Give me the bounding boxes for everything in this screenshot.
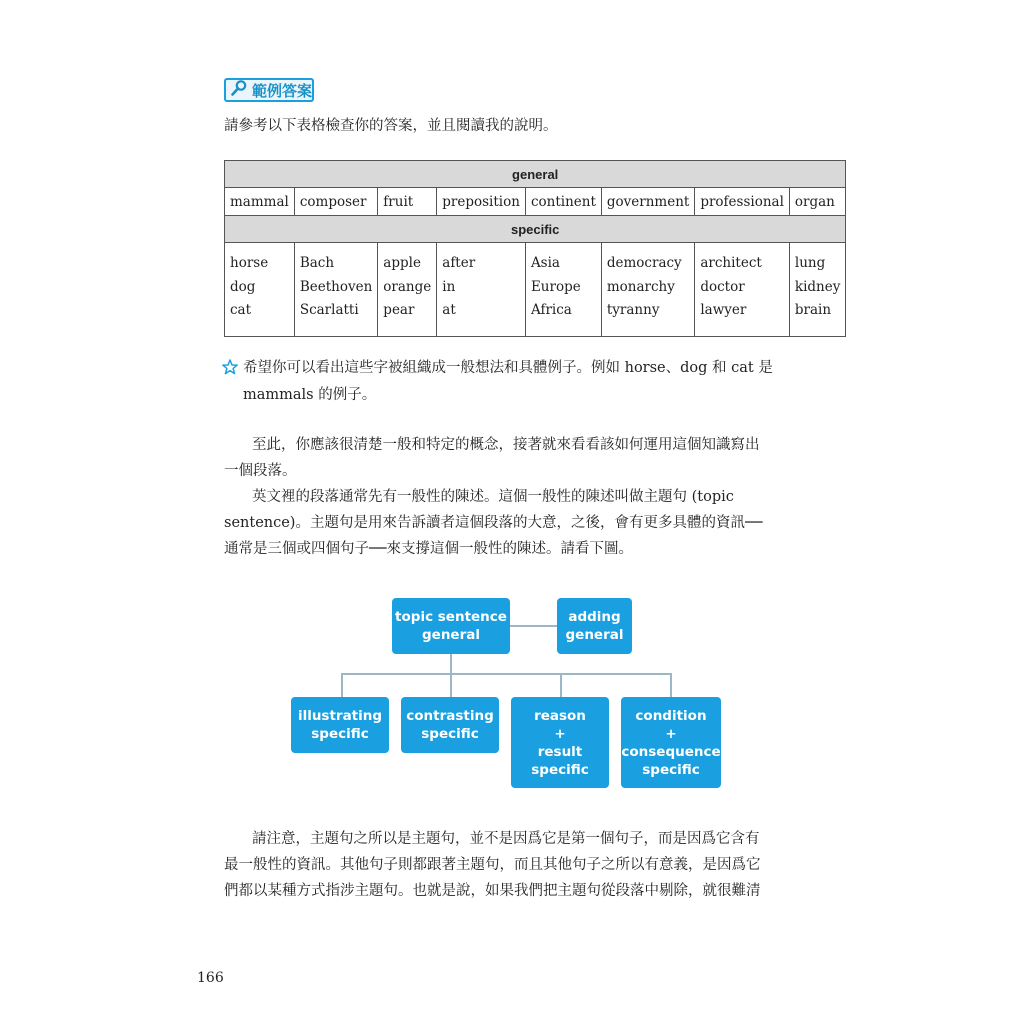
general-header: general	[225, 161, 846, 188]
box-label: specific	[642, 761, 700, 778]
example-word: architect	[700, 255, 762, 271]
box-label: +	[665, 725, 677, 742]
example-word: democracy	[606, 255, 682, 271]
example-word: lawyer	[700, 302, 747, 318]
reason-result-box	[511, 697, 609, 788]
connector-line	[341, 673, 672, 675]
box-label: specific	[311, 726, 369, 742]
example-word: monarchy	[606, 278, 675, 295]
badge-label: 範例答案	[252, 81, 313, 100]
example-word: cat	[230, 302, 252, 318]
paragraph-2-line-3: 通常是三個或四個句子──來支撐這個一般性的陳述。請看下圖。	[224, 541, 633, 557]
category-cell: continent	[525, 188, 601, 216]
connector-line	[560, 673, 562, 697]
example-word: after	[442, 255, 476, 271]
example-word: Bach	[299, 255, 335, 271]
box-label: adding	[568, 609, 621, 625]
box-label: general	[422, 627, 480, 643]
connector-line	[510, 625, 557, 627]
category-cell: mammal	[225, 188, 295, 216]
example-word: Asia	[530, 255, 560, 271]
box-label: general	[565, 627, 624, 643]
contrasting-box	[401, 697, 499, 753]
illustrating-box	[291, 697, 389, 753]
example-word: dog	[230, 278, 256, 295]
example-word: orange	[383, 278, 432, 295]
connector-line	[450, 673, 452, 697]
category-cell: preposition	[437, 188, 526, 216]
box-label: consequence	[621, 743, 721, 760]
box-label: condition	[635, 707, 707, 724]
paragraph-1-line-2: 一個段落。	[224, 463, 297, 479]
example-word: lung	[794, 255, 826, 271]
box-label: reason	[534, 707, 586, 724]
connector-line	[341, 673, 343, 697]
adding-box	[557, 598, 632, 654]
example-word: Africa	[530, 302, 572, 318]
paragraph-3-line-3: 們都以某種方式指涉主題句。也就是說，如果我們把主題句從段落中剔除，就很難清	[224, 883, 761, 899]
example-word: doctor	[700, 278, 745, 295]
specific-header: specific	[225, 216, 846, 243]
example-word: Beethoven	[299, 278, 373, 295]
category-cell: government	[601, 188, 694, 216]
paragraph-2-line-1: 英文裡的段落通常先有一般性的陳述。這個一般性的陳述叫做主題句 (topic	[252, 489, 734, 505]
box-label: specific	[421, 726, 479, 742]
box-label: topic sentence	[395, 609, 507, 625]
box-label: +	[554, 725, 566, 742]
intro-text: 請參考以下表格檢查你的答案，並且閱讀我的說明。	[224, 118, 558, 134]
example-word: Europe	[530, 278, 581, 295]
example-word: in	[442, 278, 456, 295]
paragraph-3-line-2: 最一般性的資訊。其他句子則都跟著主題句，而且其他句子之所以有意義，是因爲它	[224, 857, 761, 873]
connector-line	[670, 673, 672, 697]
example-word: horse	[230, 255, 269, 271]
paragraph-1-line-1: 至此，你應該很清楚一般和特定的概念，接著就來看看該如何運用這個知識寫出	[252, 437, 760, 453]
example-word: pear	[383, 302, 415, 318]
category-cell: organ	[789, 188, 845, 216]
example-word: brain	[794, 302, 832, 318]
connector-line	[450, 654, 452, 674]
category-cell: composer	[294, 188, 377, 216]
paragraph-3-line-1: 請注意，主題句之所以是主題句，並不是因爲它是第一個句子，而是因爲它含有	[252, 831, 760, 847]
box-label: illustrating	[297, 708, 383, 724]
example-word: tyranny	[606, 302, 660, 318]
topic-sentence-box	[392, 598, 510, 654]
example-word: Scarlatti	[299, 302, 359, 318]
condition-consequence-box	[621, 697, 721, 788]
category-cell: professional	[695, 188, 790, 216]
box-label: result	[537, 743, 583, 760]
page-number: 166	[197, 970, 224, 986]
box-label: contrasting	[406, 708, 494, 724]
category-cell: fruit	[378, 188, 437, 216]
note-line-1: 希望你可以看出這些字被組織成一般想法和具體例子。例如 horse、dog 和 cat 是	[243, 360, 773, 376]
note-line-2: mammals 的例子。	[243, 387, 377, 403]
paragraph-2-line-2: sentence)。主題句是用來告訴讀者這個段落的大意，之後，會有更多具體的資訊──	[224, 515, 763, 531]
example-word: at	[442, 302, 456, 318]
example-word: apple	[383, 255, 421, 271]
box-label: specific	[531, 761, 589, 778]
example-word: kidney	[794, 278, 841, 295]
